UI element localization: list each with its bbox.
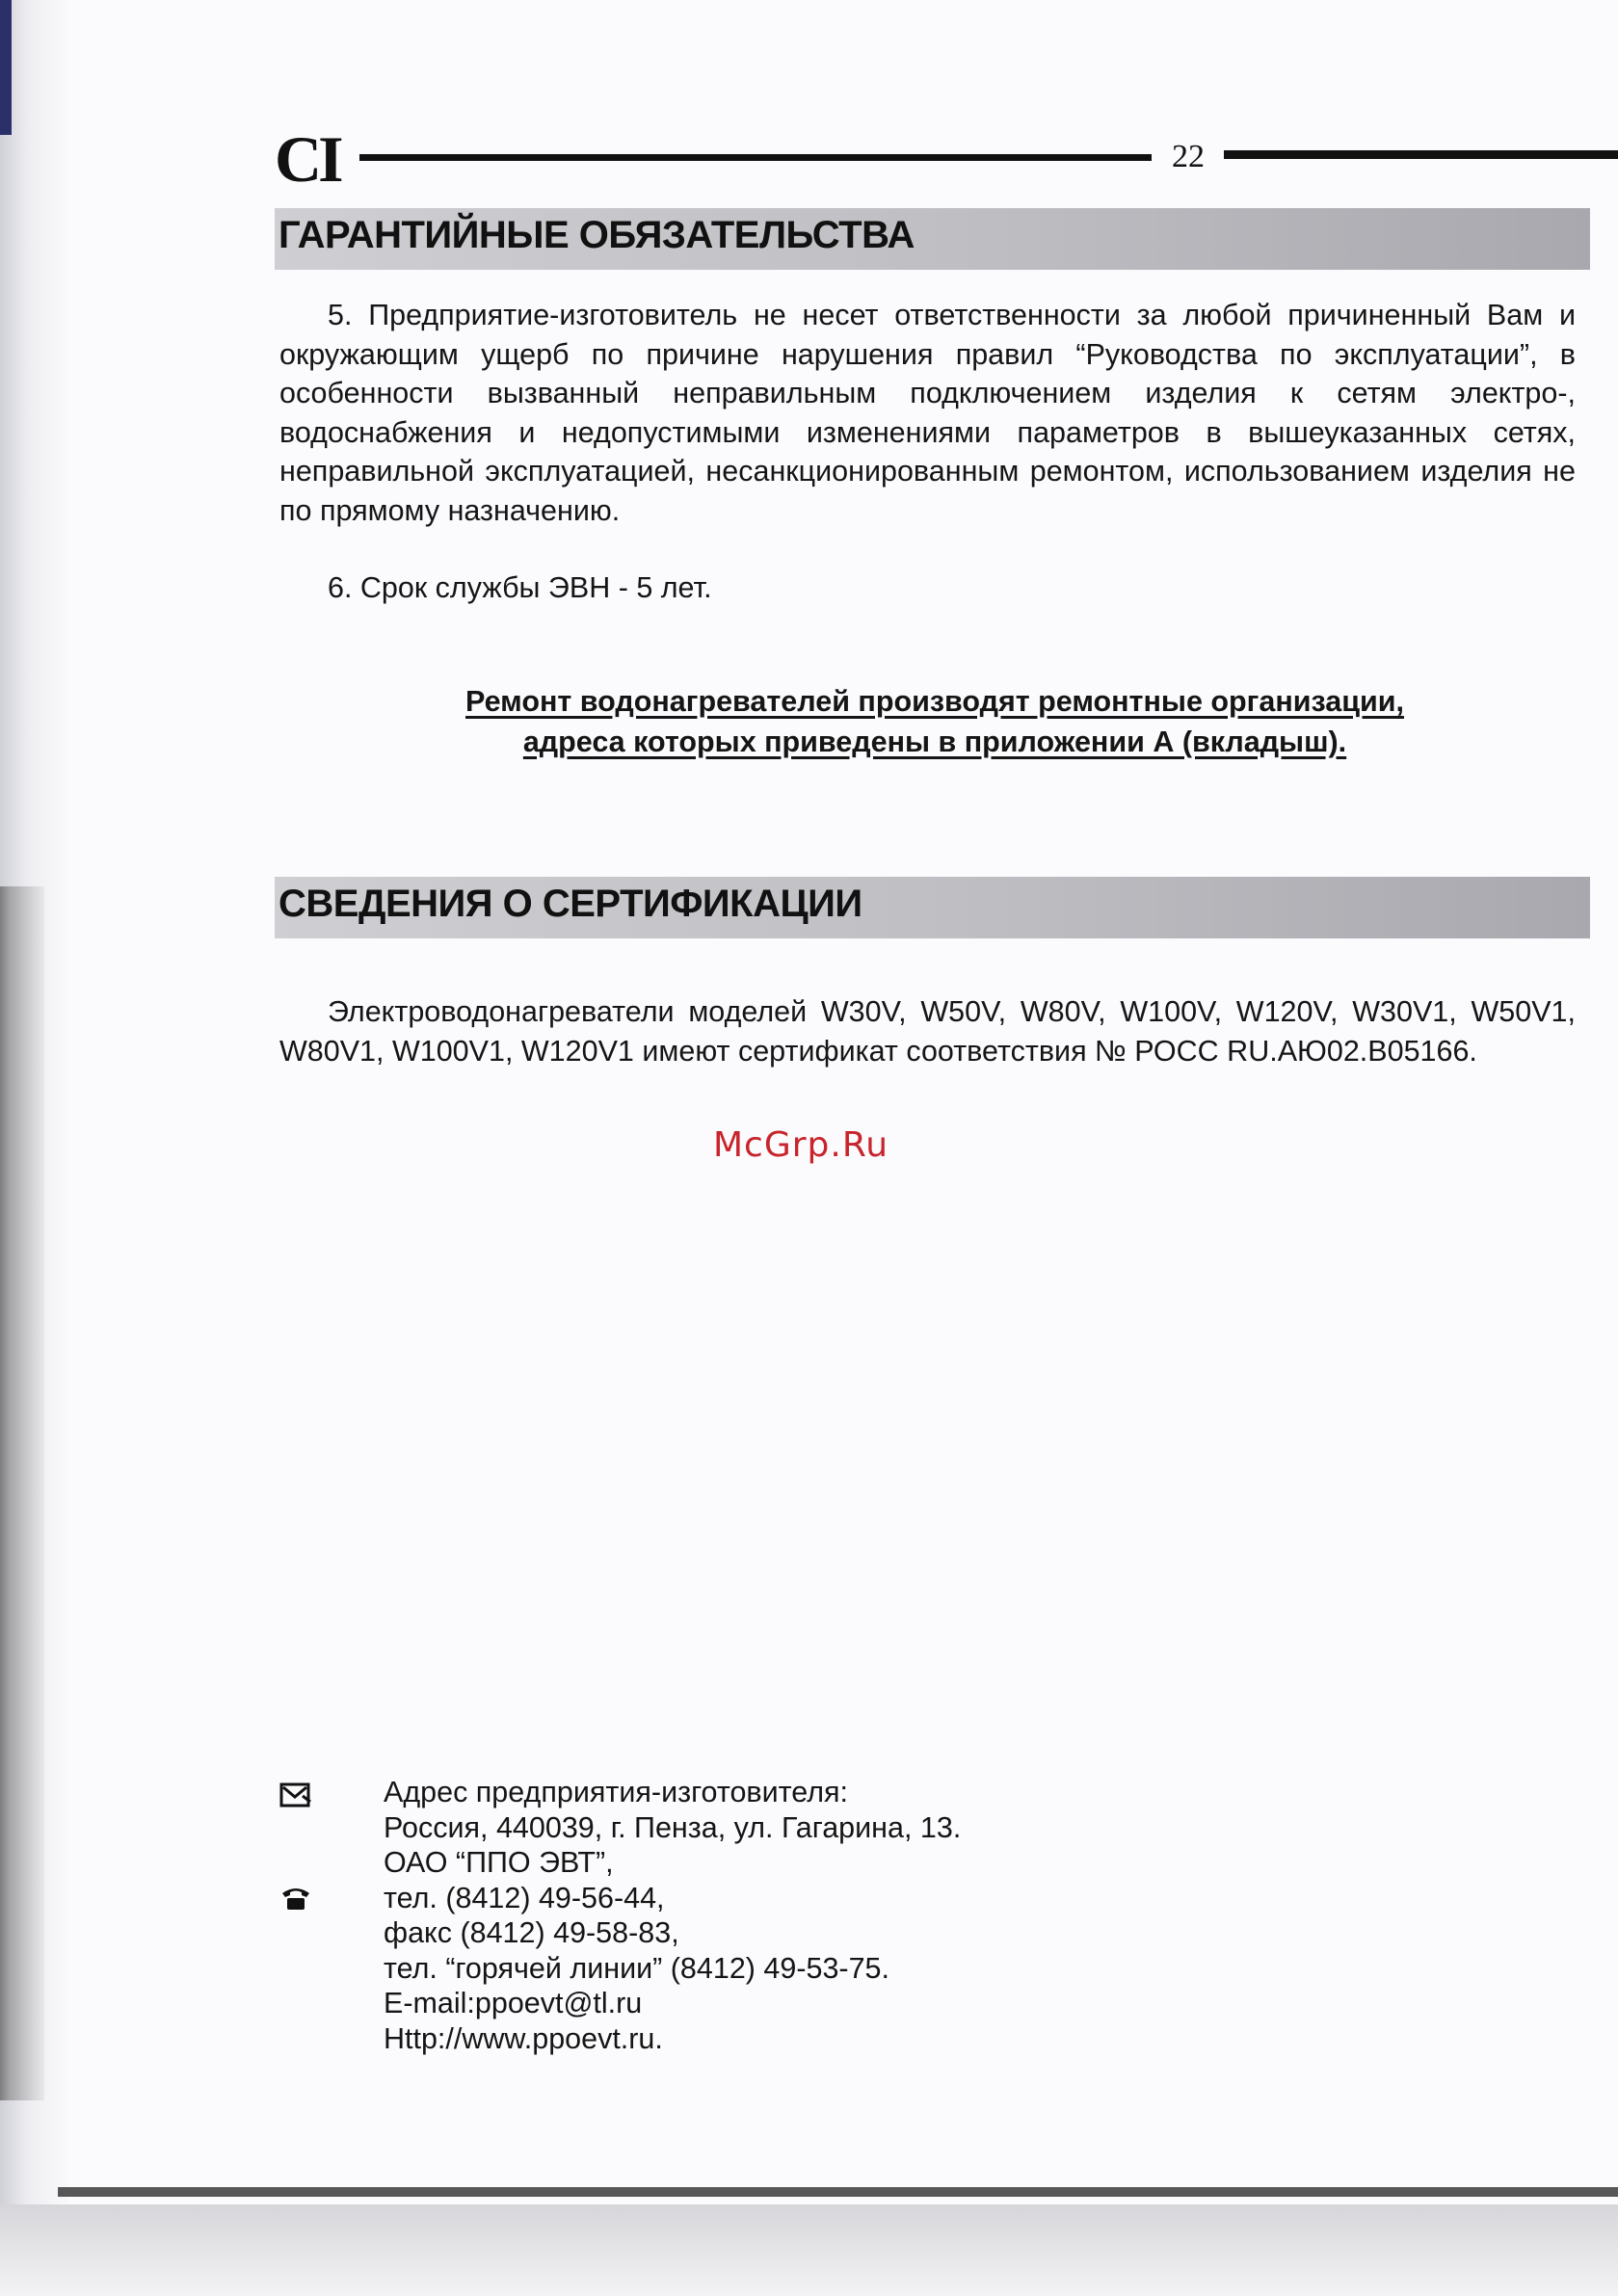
warranty-section-header — [275, 208, 1590, 270]
manufacturer-contacts — [384, 1775, 1347, 2056]
address: Россия, 440039, г. Пенза, ул. Гагарина, 13. — [384, 1810, 962, 1844]
repair-notice-line-1: Ремонт водонагревателей производят ремонтные организации, — [465, 685, 1404, 718]
header-rule-left — [359, 154, 1152, 161]
page-header — [275, 122, 1590, 196]
fax-number: факс (8412) 49-58-83, — [384, 1916, 679, 1949]
watermark: McGrp.Ru — [713, 1125, 889, 1165]
company-name: ОАО “ППО ЭВТ”, — [384, 1846, 614, 1879]
page-shadow — [0, 886, 44, 2100]
phone-number: тел. (8412) 49-56-44, — [384, 1881, 665, 1914]
certification-text: Электроводонагреватели моделей W30V, W50V, W80V, W100V, W120V, W30V1, W50V1, W80V1, W100V1, W120V1 имеют сертификат соответствия № РОСС RU.АЮ02.В05166. — [279, 995, 1576, 1068]
website[interactable]: Http://www.ppoevt.ru. — [384, 2021, 663, 2055]
envelope-icon — [279, 1781, 312, 1809]
warranty-title: ГАРАНТИЙНЫЕ ОБЯЗАТЕЛЬСТВА — [279, 214, 915, 256]
repair-notice-line-2: адреса которых приведены в приложении А (вкладыш). — [522, 726, 1347, 758]
repair-notice — [328, 681, 1542, 762]
page-bottom-edge — [58, 2187, 1618, 2197]
page-number: 22 — [1172, 139, 1205, 174]
telephone-icon — [279, 1884, 312, 1913]
address-label: Адрес предприятия-изготовителя: — [384, 1776, 849, 1808]
certification-section-header — [275, 877, 1590, 938]
page-bottom-margin — [0, 2204, 1618, 2296]
hotline-number: тел. “горячей линии” (8412) 49-53-75. — [384, 1951, 889, 1985]
brand-logo: CI — [275, 122, 340, 196]
warranty-item-6: 6. Срок службы ЭВН - 5 лет. — [328, 571, 712, 604]
binding-edge — [0, 0, 12, 135]
certification-title: СВЕДЕНИЯ О СЕРТИФИКАЦИИ — [279, 883, 862, 925]
header-rule-right — [1224, 150, 1618, 159]
email[interactable]: E-mail:ppoevt@tl.ru — [384, 1987, 643, 2019]
warranty-item-5: 5. Предприятие-изготовитель не несет ответственности за любой причиненный Вам и окружающим ущерб по причине нарушения правил “Руководства по эксплуатации”, в особенности вызванный неправильным подключением изделия к сетям электро-, водоснабжения и недопустимыми изменениями параметров в вышеуказанных сетях, неправильной эксплуатацией, несанкционированным ремонтом, использованием изделия не по прямому назначению. — [279, 299, 1576, 527]
